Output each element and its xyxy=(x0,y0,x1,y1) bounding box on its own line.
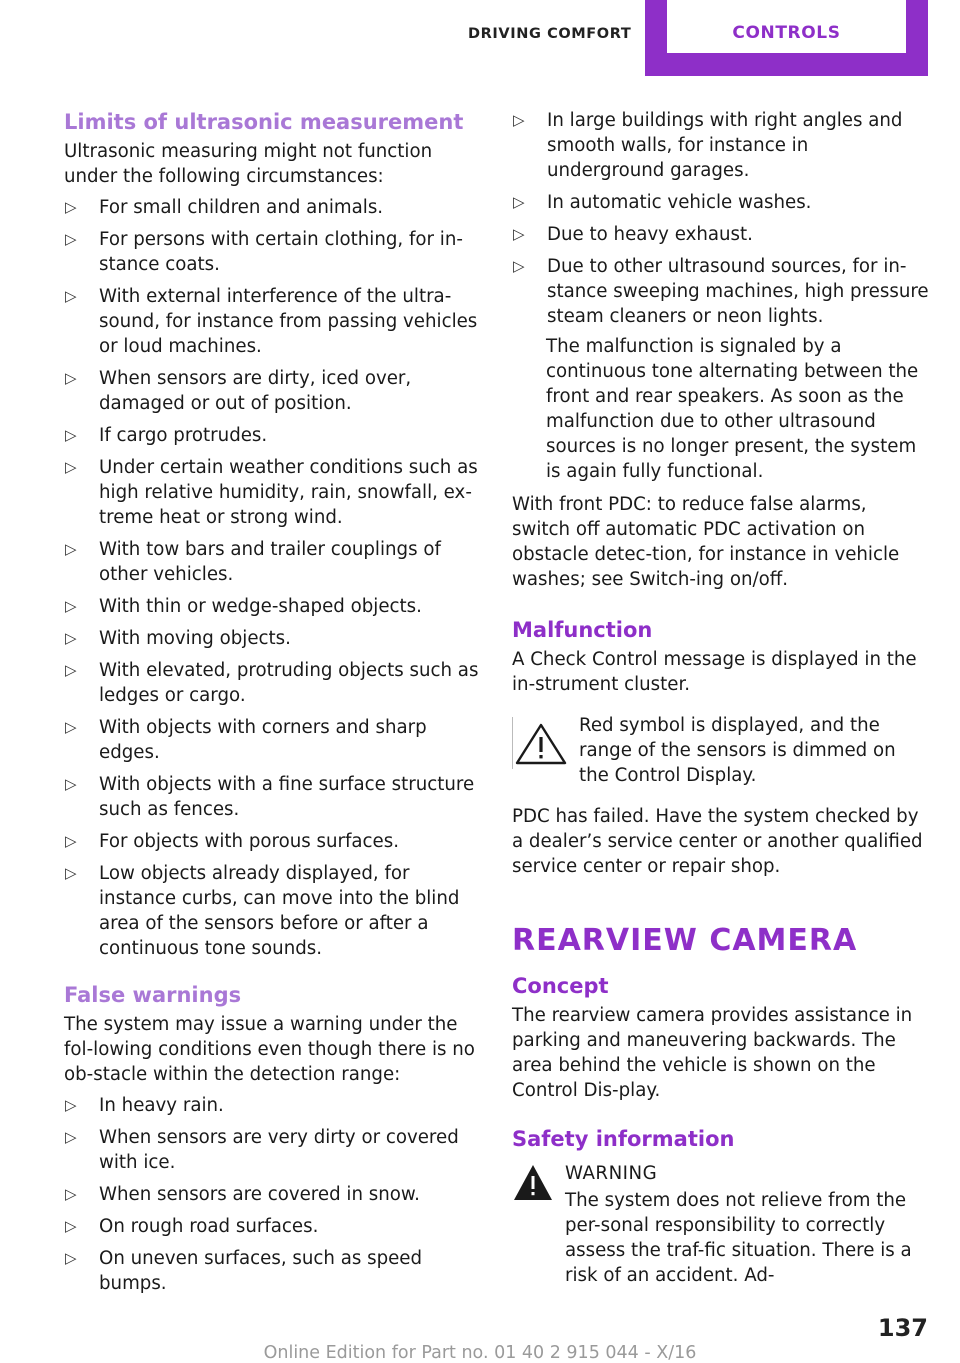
triangle-bullet-icon: ▷ xyxy=(65,230,77,248)
list-item-text: For small children and animals. xyxy=(99,197,384,218)
header-tab xyxy=(645,0,928,76)
triangle-bullet-icon: ▷ xyxy=(513,111,525,129)
list-item xyxy=(512,108,930,183)
list-item xyxy=(64,227,482,277)
list-item xyxy=(64,829,482,854)
right-column xyxy=(512,108,930,1288)
concept-text: The rearview camera provides assistance in parking and maneuvering backwards. The area behind the vehicle is shown on the Control Dis-play. xyxy=(512,1005,913,1101)
list-item xyxy=(64,658,482,708)
false-warnings-intro: The system may issue a warning under the fol-lowing conditions even though there is no ob-stacle within the detection range: xyxy=(64,1014,475,1085)
triangle-bullet-icon: ▷ xyxy=(65,775,77,793)
list-item xyxy=(64,284,482,359)
list-item-text: In automatic vehicle washes. xyxy=(547,192,812,213)
malfunction-intro: A Check Control message is displayed in the in-strument cluster. xyxy=(512,649,917,695)
triangle-bullet-icon: ▷ xyxy=(65,1217,77,1235)
limits-intro: Ultrasonic measuring might not function under the following circumstances: xyxy=(64,141,433,187)
triangle-bullet-icon: ▷ xyxy=(65,597,77,615)
red-symbol-notice xyxy=(512,713,930,788)
warning-first-line xyxy=(565,1188,930,1288)
list-item xyxy=(64,772,482,822)
triangle-bullet-icon: ▷ xyxy=(65,864,77,882)
list-item-text: With objects with corners and sharp edges. xyxy=(99,717,427,763)
list-item-text: In large buildings with right angles and smooth walls, for instance in underground garages. xyxy=(547,110,903,181)
list-item xyxy=(64,537,482,587)
list-item-text: With elevated, protruding objects such as ledges or cargo. xyxy=(99,660,479,706)
list-item-text: Due to other ultrasound sources, for in-stance sweeping machines, high pressure steam cleaners or neon lights. xyxy=(547,256,929,327)
list-item xyxy=(64,366,482,416)
list-item xyxy=(64,861,482,961)
continued-list xyxy=(512,108,930,329)
triangle-bullet-icon: ▷ xyxy=(65,718,77,736)
front-pdc-text: With front PDC: to reduce false alarms, switch off automatic PDC activation on obstacle detec-tion, for instance in vehicle washes; see Switch-ing on/off. xyxy=(512,494,900,590)
false-warnings-heading: False warnings xyxy=(64,983,242,1007)
list-item-text: With external interference of the ultra-sound, for instance from passing vehicles or loud machines. xyxy=(99,286,478,357)
list-item xyxy=(64,1214,482,1239)
list-item xyxy=(64,423,482,448)
triangle-bullet-icon: ▷ xyxy=(513,257,525,275)
limits-heading: Limits of ultrasonic measurement xyxy=(64,110,464,134)
malfunction-heading: Malfunction xyxy=(512,618,653,642)
list-item xyxy=(64,195,482,220)
triangle-bullet-icon: ▷ xyxy=(65,1096,77,1114)
safety-heading: Safety information xyxy=(512,1127,735,1151)
list-item xyxy=(64,1246,482,1296)
left-column xyxy=(64,108,482,1303)
triangle-bullet-icon: ▷ xyxy=(65,1249,77,1267)
symbol-text: Red symbol is displayed, and the range of the sensors is dimmed on the Control Display. xyxy=(579,715,896,786)
rearview-camera-heading: REARVIEW CAMERA xyxy=(512,923,858,958)
triangle-bullet-icon: ▷ xyxy=(65,1185,77,1203)
list-item-text: For objects with porous surfaces. xyxy=(99,831,400,852)
list-item xyxy=(64,1182,482,1207)
list-item-text: On uneven surfaces, such as speed bumps. xyxy=(99,1248,423,1294)
warning-label: WARNING xyxy=(565,1163,658,1184)
list-item xyxy=(64,715,482,765)
triangle-bullet-icon: ▷ xyxy=(65,426,77,444)
triangle-bullet-icon: ▷ xyxy=(65,198,77,216)
list-item-text: If cargo protrudes. xyxy=(99,425,268,446)
list-item-text: On rough road surfaces. xyxy=(99,1216,319,1237)
pdc-failed-text: PDC has failed. Have the system checked by a dealer’s service center or another qualified service center or repair shop. xyxy=(512,806,923,877)
triangle-bullet-icon: ▷ xyxy=(513,193,525,211)
warning-block xyxy=(512,1161,930,1288)
list-item-text: Under certain weather conditions such as high relative humidity, rain, snowfall, ex-treme heat or strong wind. xyxy=(99,457,478,528)
header-section-label: DRIVING COMFORT xyxy=(468,26,632,42)
warning-filled-triangle-icon xyxy=(512,1163,554,1203)
warning-text: The system does not relieve from the per-sonal responsibility to correctly assess the traf-fic situation. There is a risk of an accident. Ad- xyxy=(565,1190,912,1286)
list-item xyxy=(64,1093,482,1118)
list-item-text: With objects with a fine surface structure such as fences. xyxy=(99,774,475,820)
page-number: 137 xyxy=(877,1314,928,1342)
triangle-bullet-icon: ▷ xyxy=(65,661,77,679)
header-tab-label: CONTROLS xyxy=(667,0,906,53)
list-item xyxy=(64,1125,482,1175)
list-item-text: For persons with certain clothing, for in-stance coats. xyxy=(99,229,463,275)
list-item-text: Due to heavy exhaust. xyxy=(547,224,753,245)
triangle-bullet-icon: ▷ xyxy=(65,540,77,558)
list-item-text: With tow bars and trailer couplings of other vehicles. xyxy=(99,539,441,585)
triangle-bullet-icon: ▷ xyxy=(65,629,77,647)
false-warnings-list xyxy=(64,1093,482,1296)
list-item-text: With thin or wedge-shaped objects. xyxy=(99,596,422,617)
warning-triangle-icon xyxy=(512,717,569,769)
list-item xyxy=(64,455,482,530)
triangle-bullet-icon: ▷ xyxy=(65,458,77,476)
list-item xyxy=(512,190,930,215)
triangle-bullet-icon: ▷ xyxy=(513,225,525,243)
triangle-bullet-icon: ▷ xyxy=(65,832,77,850)
concept-heading: Concept xyxy=(512,974,609,998)
list-item-text: When sensors are dirty, iced over, damaged or out of position. xyxy=(99,368,412,414)
malfunction-note: The malfunction is signaled by a continuous tone alternating between the front and rear speakers. As soon as the malfunction due to other ultrasound sources is no longer present, the system is again fully functional. xyxy=(546,336,919,482)
limits-list xyxy=(64,195,482,961)
list-item xyxy=(64,594,482,619)
list-item-text: When sensors are very dirty or covered with ice. xyxy=(99,1127,459,1173)
list-item-text: In heavy rain. xyxy=(99,1095,224,1116)
list-item-text: With moving objects. xyxy=(99,628,291,649)
list-item xyxy=(512,254,930,329)
list-item-text: When sensors are covered in snow. xyxy=(99,1184,420,1205)
list-item-text: Low objects already displayed, for instance curbs, can move into the blind area of the sensors before or after a continuous tone sounds. xyxy=(99,863,460,959)
triangle-bullet-icon: ▷ xyxy=(65,369,77,387)
footer-edition: Online Edition for Part no. 01 40 2 915 044 - X/16 xyxy=(263,1343,697,1363)
list-item xyxy=(512,222,930,247)
triangle-bullet-icon: ▷ xyxy=(65,1128,77,1146)
list-item xyxy=(64,626,482,651)
triangle-bullet-icon: ▷ xyxy=(65,287,77,305)
